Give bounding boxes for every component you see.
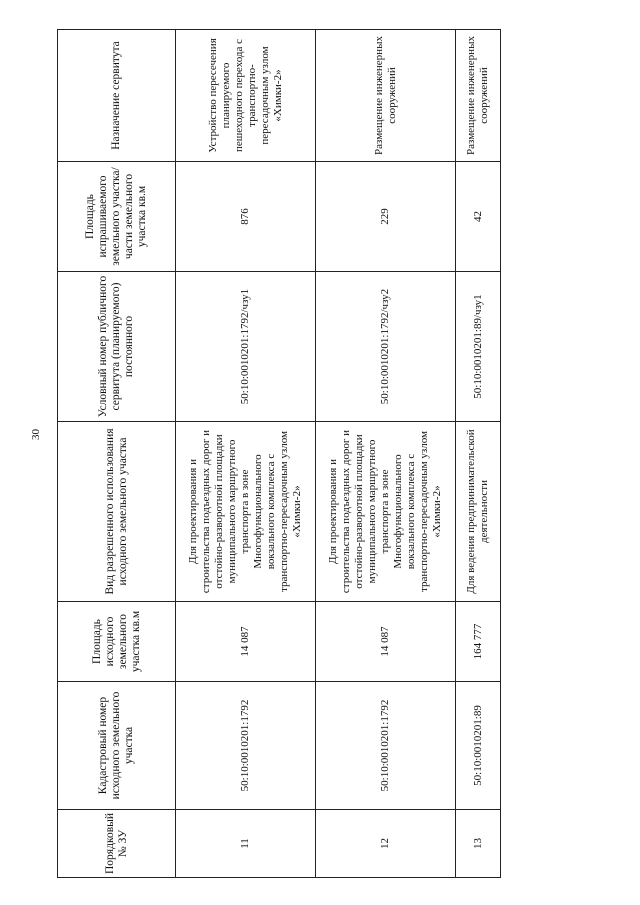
table-cell: 12 [316,810,456,878]
table-cell: 50:10:0010201:89/чзу1 [456,272,501,422]
table-cell: 42 [456,162,501,272]
table-cell: Для проектирования и строительства подъездных дорог и отстойно-разворотной площадки муниципального маршрутного транспорта в зоне Многофункционального вокзального комплекса с транспортно-пересадочным узлом «Химки-2» [316,422,456,602]
header-cell: Вид разрешенного использования исходного земельного участка [58,422,176,602]
table-cell: Размещение инженерных сооружений [456,30,501,162]
table-cell: 14 087 [316,602,456,682]
table-cell: Размещение инженерных сооружений [316,30,456,162]
table-row [176,30,316,878]
page-number: 30 [30,429,42,440]
table-cell: Для проектирования и строительства подъездных дорог и отстойно-разворотной площадки муниципального маршрутного транспорта в зоне Многофункционального вокзального комплекса с транспортно-пересадочным узлом «Химки-2» [176,422,316,602]
header-cell: Площадь испрашиваемого земельного участка/части земельного участка кв.м [58,162,176,272]
table-cell: 14 087 [176,602,316,682]
header-cell: Кадастровый номер исходного земельного участка [58,682,176,810]
table-cell: 50:10:0010201:1792 [176,682,316,810]
table-row [456,30,501,878]
table-cell: 13 [456,810,501,878]
header-cell: Условный номер публичного сервитута (планируемого) постоянного [58,272,176,422]
header-cell: Порядковый № ЗУ [58,810,176,878]
servitude-table [57,29,501,878]
header-row [58,30,176,878]
table-cell: 50:10:0010201:1792/чзу2 [316,272,456,422]
table-cell: 50:10:0010201:89 [456,682,501,810]
table-cell: Для ведения предпринимательской деятельности [456,422,501,602]
header-cell: Площадь исходного земельного участка кв.м [58,602,176,682]
table-cell: 164 777 [456,602,501,682]
table-cell: 50:10:0010201:1792/чзу1 [176,272,316,422]
table-row [316,30,456,878]
header-cell: Назначение сервитута [58,30,176,162]
table-cell: Устройство пересечения планируемого пешеходного перехода с транспортно-пересадочным узлом «Химки-2» [176,30,316,162]
document-table-rotated [57,30,490,878]
table-cell: 50:10:0010201:1792 [316,682,456,810]
table-cell: 11 [176,810,316,878]
table-cell: 876 [176,162,316,272]
table-cell: 229 [316,162,456,272]
